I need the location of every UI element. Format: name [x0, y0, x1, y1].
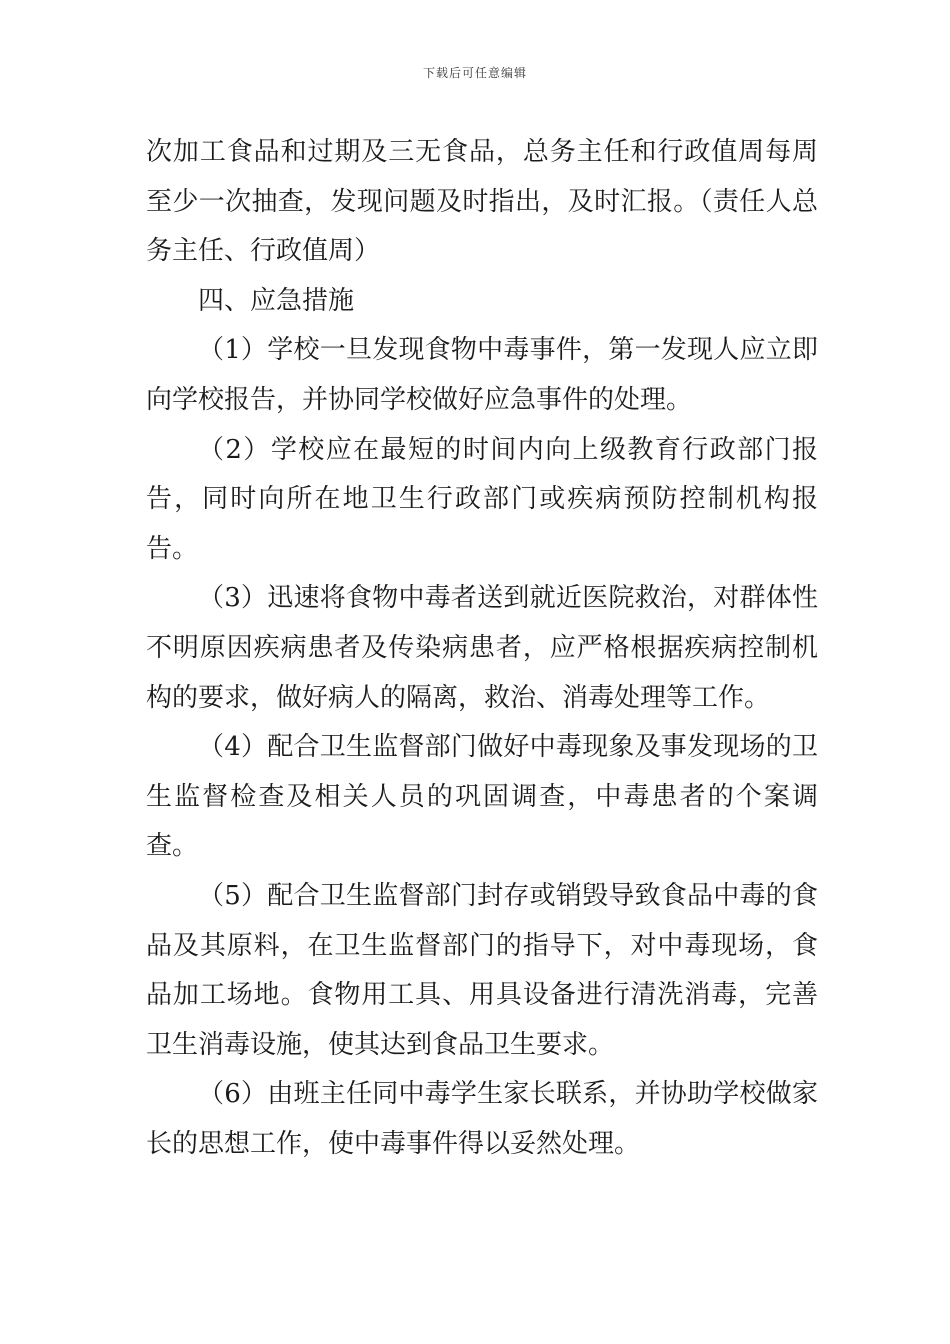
list-item-2: （2）学校应在最短的时间内向上级教育行政部门报告，同时向所在地卫生行政部门或疾病预防控制机构报告。 — [146, 434, 818, 564]
document-body — [146, 128, 818, 1169]
paragraph-continuation: 次加工食品和过期及三无食品，总务主任和行政值周每周至少一次抽查，发现问题及时指出，及时汇报。（责任人总务主任、行政值周） — [146, 137, 818, 267]
list-item-3: （3）迅速将食物中毒者送到就近医院救治，对群体性不明原因疾病患者及传染病患者，应严格根据疾病控制机构的要求，做好病人的隔离，救治、消毒处理等工作。 — [146, 583, 818, 713]
page-header-note: 下载后可任意编辑 — [422, 66, 527, 80]
list-item-4: （4）配合卫生监督部门做好中毒现象及事发现场的卫生监督检查及相关人员的巩固调查，中毒患者的个案调查。 — [146, 732, 818, 862]
list-item-5: （5）配合卫生监督部门封存或销毁导致食品中毒的食品及其原料，在卫生监督部门的指导下，对中毒现场，食品加工场地。食物用工具、用具设备进行清洗消毒，完善卫生消毒设施，使其达到食品卫生要求。 — [146, 880, 818, 1060]
list-item-1: （1）学校一旦发现食物中毒事件，第一发现人应立即向学校报告，并协同学校做好应急事件的处理。 — [146, 335, 818, 415]
list-item-6: （6）由班主任同中毒学生家长联系，并协助学校做家长的思想工作，使中毒事件得以妥然处理。 — [146, 1079, 818, 1159]
section-heading-emergency-measures: 四、应急措施 — [198, 285, 355, 316]
